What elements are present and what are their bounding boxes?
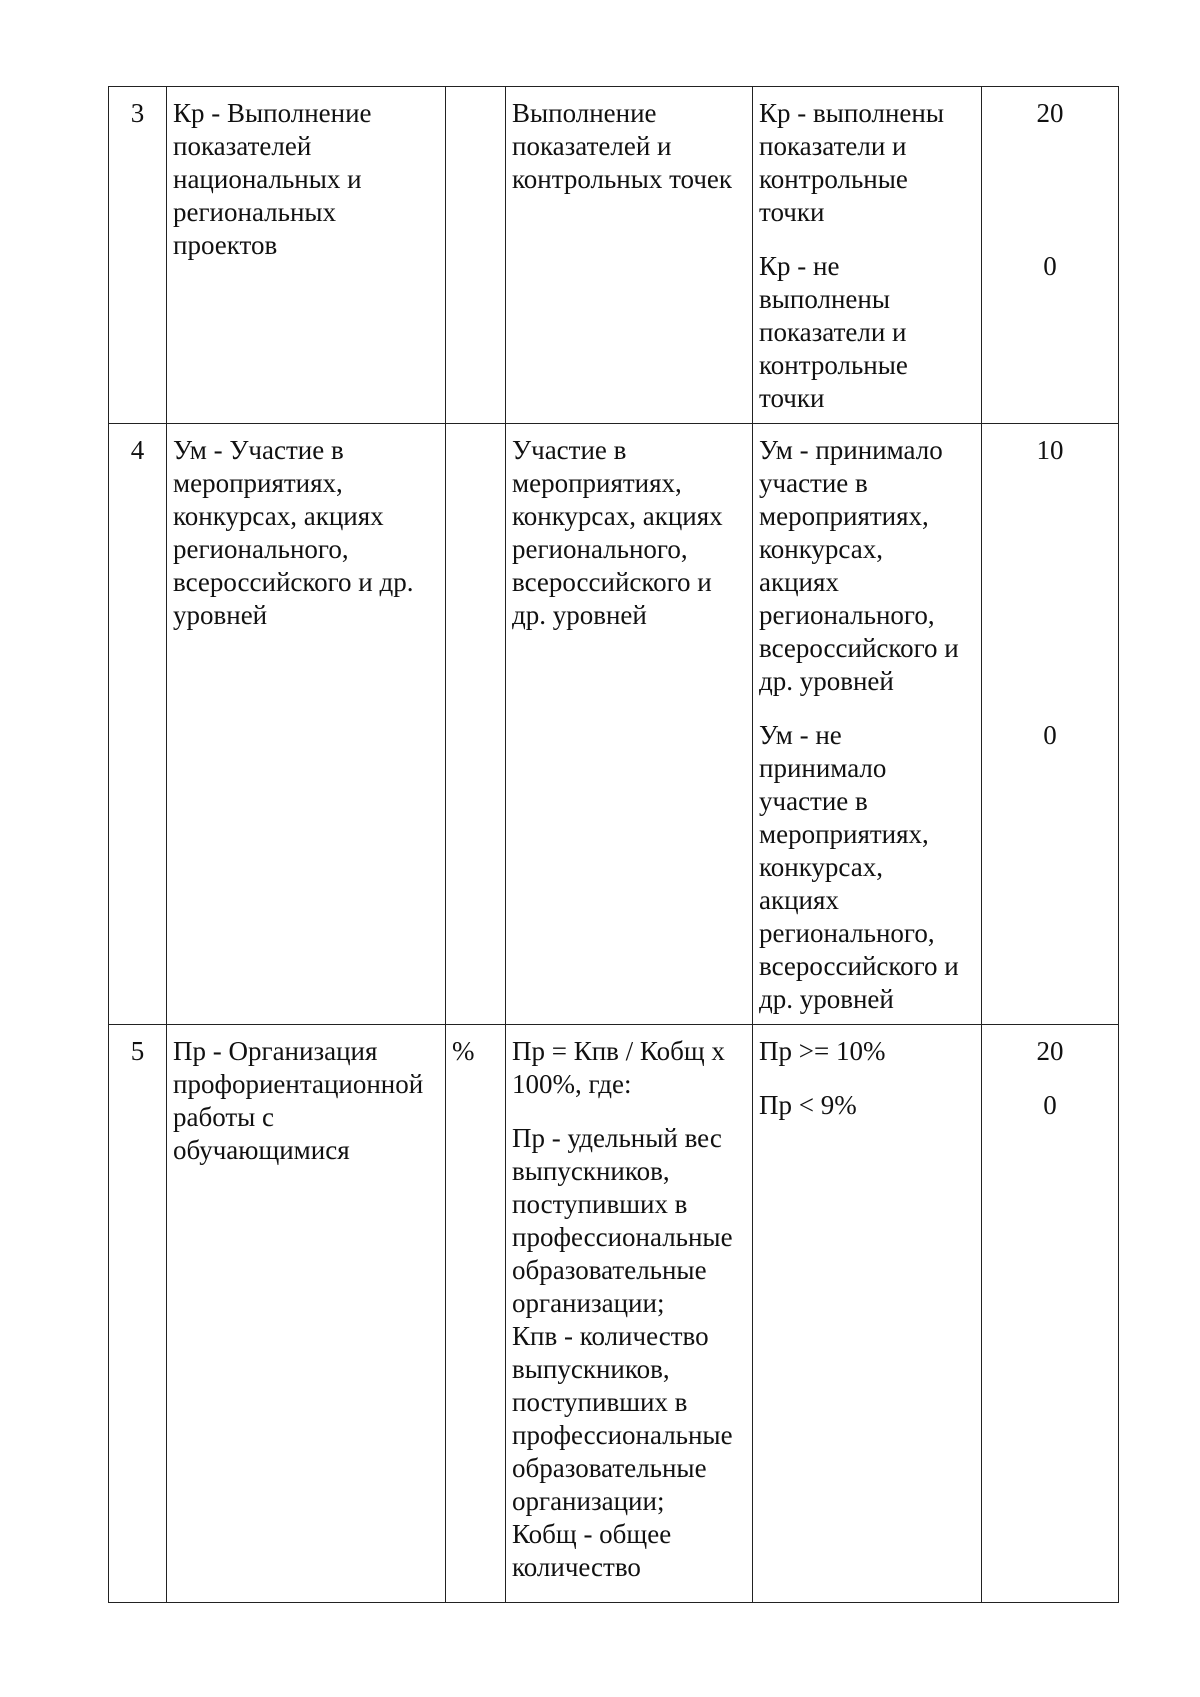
formula-cell: Выполнение показателей и контрольных точек [506, 87, 753, 424]
indicator-name: Пр - Организация профориентационной работы с обучающимися [167, 1025, 446, 1603]
criterion-text: Пр >= 10% [759, 1036, 886, 1066]
criterion-points: 0 [1043, 1090, 1057, 1120]
table-row [109, 424, 1119, 1025]
criterion-points: 20 [1036, 98, 1064, 128]
row-number: 3 [109, 87, 167, 424]
indicator-name: Кр - Выполнение показателей национальных и региональных проектов [167, 87, 446, 424]
formula-cell: Участие в мероприятиях, конкурсах, акциях регионального, всероссийского и др. уровней [506, 424, 753, 1025]
formula-legend: Пр - удельный вес выпускников, поступивших в профессиональные образовательные организации; Кпв - количество выпускников, поступивших в профессиональные образовательные организации; Кобщ - общее количество [512, 1123, 733, 1582]
unit-cell: % [446, 1025, 506, 1603]
row-number: 5 [109, 1025, 167, 1603]
criteria-cell [753, 1025, 982, 1603]
criteria-cell [753, 424, 982, 1025]
points-cell [982, 87, 1119, 424]
unit-cell [446, 87, 506, 424]
points-cell [982, 1025, 1119, 1603]
criterion-text: Ум - принимало участие в мероприятиях, конкурсах, акциях регионального, всероссийского и др. уровней [759, 435, 959, 696]
criteria-cell [753, 87, 982, 424]
formula-cell [506, 1025, 753, 1603]
criterion-text: Кр - выполнены показатели и контрольные точки [759, 98, 944, 227]
criterion-text: Пр < 9% [759, 1090, 857, 1120]
table-row [109, 1025, 1119, 1603]
criterion-points: 20 [1036, 1036, 1064, 1066]
criterion-points: 0 [1043, 720, 1057, 750]
criterion-text: Кр - не выполнены показатели и контрольные точки [759, 251, 908, 413]
criteria-table [108, 86, 1119, 1603]
indicator-name: Ум - Участие в мероприятиях, конкурсах, акциях регионального, всероссийского и др. уровней [167, 424, 446, 1025]
criterion-text: Ум - не принимало участие в мероприятиях, конкурсах, акциях регионального, всероссийского и др. уровней [759, 720, 959, 1014]
formula-expression: Пр = Кпв / Кобщ х 100%, где: [512, 1036, 725, 1099]
criterion-points: 10 [1036, 435, 1064, 465]
points-cell [982, 424, 1119, 1025]
unit-cell [446, 424, 506, 1025]
row-number: 4 [109, 424, 167, 1025]
criterion-points: 0 [1043, 251, 1057, 281]
table-row [109, 87, 1119, 424]
